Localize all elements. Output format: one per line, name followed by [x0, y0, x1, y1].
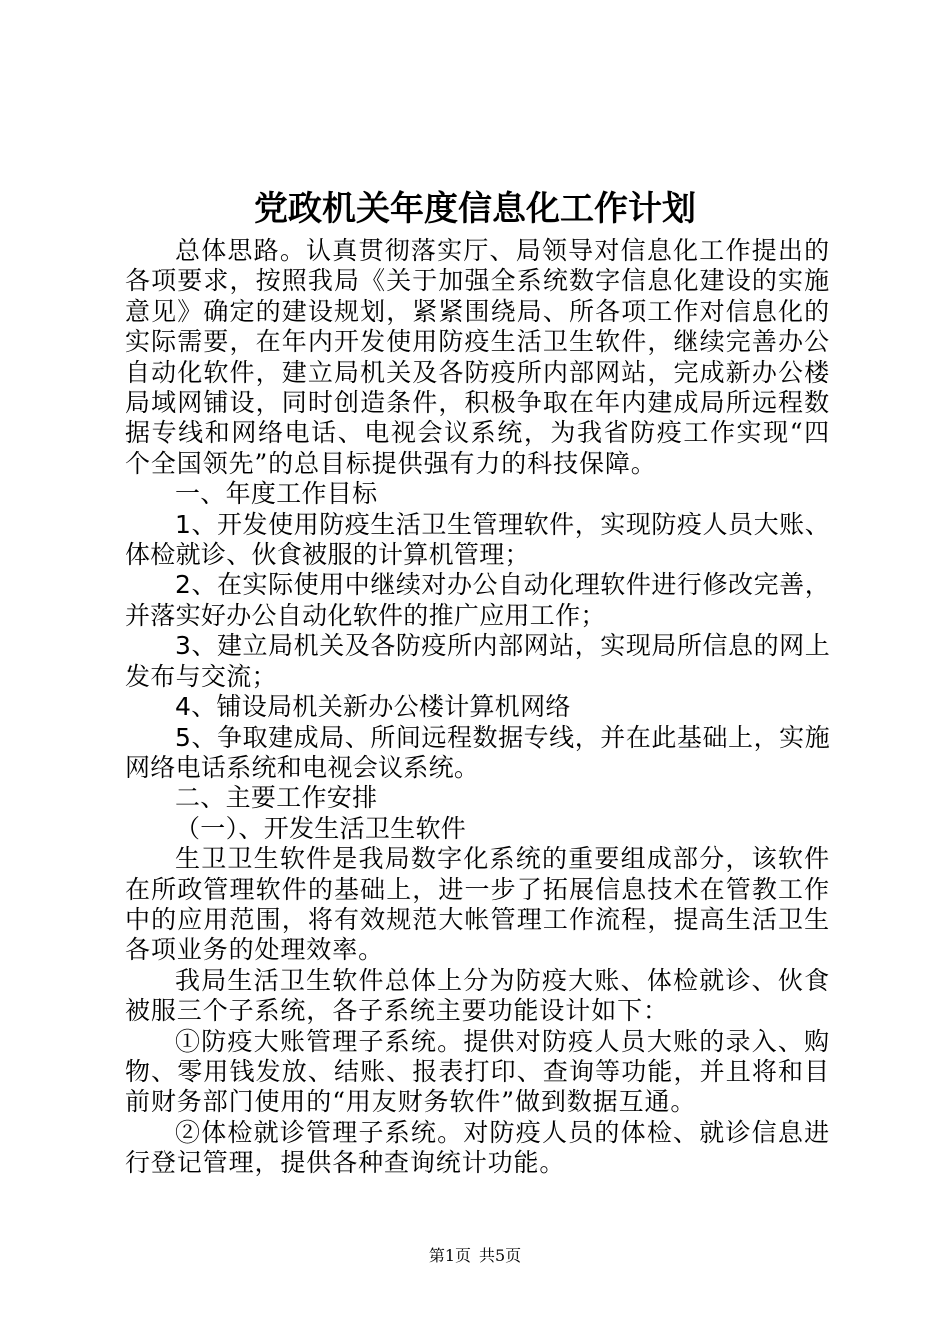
heading-main-arrangements: 二、主要工作安排: [175, 783, 378, 813]
subheading-software-development: （一）、开发生活卫生软件: [175, 813, 467, 843]
goal-item-4: 4、铺设局机关新办公楼计算机网络: [175, 692, 571, 722]
paragraph-account-subsystem: ①防疫大账管理子系统。提供对防疫人员大账的录入、购物、零用钱发放、结账、报表打印、查询等功能，并且将和目前财务部门使用的“用友财务软件”做到数据互通。: [125, 1026, 830, 1117]
goal-item-2: 2、在实际使用中继续对办公自动化理软件进行修改完善，并落实好办公自动化软件的推广应用工作；: [125, 570, 830, 630]
page-footer: [0, 1244, 950, 1268]
paragraph-medical-subsystem: ②体检就诊管理子系统。对防疫人员的体检、就诊信息进行登记管理，提供各种查询统计功能。: [125, 1117, 830, 1178]
goal-item-1: 1、开发使用防疫生活卫生管理软件，实现防疫人员大账、体检就诊、伙食被服的计算机管理；: [125, 509, 830, 570]
document-body: [125, 236, 830, 1179]
page-total: 共5页: [479, 1246, 522, 1265]
goal-item-3: 3、建立局机关及各防疫所内部网站，实现局所信息的网上发布与交流；: [125, 631, 830, 691]
paragraph-software-intro: 生卫卫生软件是我局数字化系统的重要组成部分，该软件在所政管理软件的基础上，进一步了拓展信息技术在管教工作中的应用范围，将有效规范大帐管理工作流程，提高生活卫生各项业务的处理效率。: [125, 844, 830, 965]
page-number: 第1页: [428, 1246, 471, 1265]
heading-annual-goals: 一、年度工作目标: [175, 479, 378, 509]
document-title: 党政机关年度信息化工作计划: [254, 189, 696, 229]
paragraph-subsystems: 我局生活卫生软件总体上分为防疫大账、体检就诊、伙食被服三个子系统，各子系统主要功能设计如下：: [125, 965, 830, 1026]
paragraph-overview: 总体思路。认真贯彻落实厅、局领导对信息化工作提出的各项要求，按照我局《关于加强全系统数字信息化建设的实施意见》确定的建设规划，紧紧围绕局、所各项工作对信息化的实际需要，在年内开发使用防疫生活卫生软件，继续完善办公自动化软件，建立局机关及各防疫所内部网站，完成新办公楼局域网铺设，同时创造条件，积极争取在年内建成局所远程数据专线和网络电话、电视会议系统，为我省防疫工作实现“四个全国领先”的总目标提供强有力的科技保障。: [125, 236, 830, 478]
goal-item-5: 5、争取建成局、所间远程数据专线，并在此基础上，实施网络电话系统和电视会议系统。: [125, 722, 830, 782]
